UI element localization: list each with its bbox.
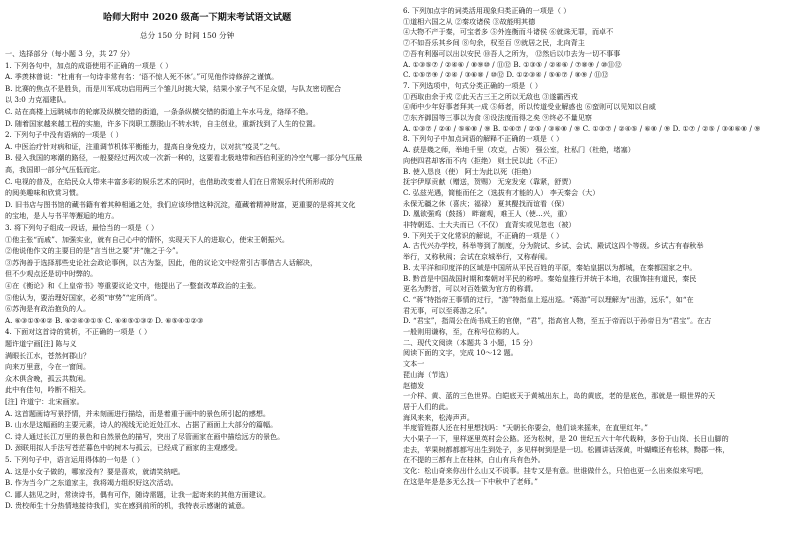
text-line: 赵德发 (403, 380, 425, 390)
text-line: A. 中医治疗针对病和证，注重调节机体平衡能力，提高自身免疫力，以对抗“疫灵”之气。 (5, 141, 285, 151)
text-line: 大小果子一下，里样逐里英村会公路。还为松树，是 20 世纪五六十年代栽种，多份于山岗、长日山脚的 (403, 434, 729, 443)
text-line: ⑦不如吾乐其乡间 ⑧句余，权至百 ⑨就居之民，北向背主 (403, 38, 585, 48)
text-line: 众木俱含晚，孤云共数闲。 (5, 373, 91, 383)
text-line: [注] 许道宁：北宋画家。 (5, 397, 84, 406)
text-line: ①西取由余于戎 ②此天古三王之所以无敌也 ③遂霸西戎 (403, 91, 578, 101)
text-line: 举行，又称秋闱；会试在京城举行，又称春闱。 (403, 252, 552, 262)
text-line: ②他说他作文的主要目的是“言当世之要”并“施之于今”。 (5, 246, 183, 256)
text-line: D. 旧书店与图书馆的藏书籍有着其种相通之处，我们应该珍惜这种沉淀，蕴藏着精神财富，更重要的是将其文化 (5, 199, 356, 209)
text-line: 居于人们的此。 (403, 401, 453, 411)
text-line: 阅读下面的文字，完成 10～12 题。 (403, 348, 518, 358)
text-line: C. ①⑤⑦⑨ / ②④ / ③⑥⑧ / ⑩⑫ D. ①②③④ / ⑤⑥⑦ / ⑧⑨ / ⑪⑫ (403, 70, 609, 80)
text-line: 向来万里意，今在一窗间。 (5, 362, 91, 372)
text-line: ⑥苏洵是有政治抱负的人。 (5, 304, 91, 314)
right-column (398, 0, 790, 560)
text-line: 文化：松山奇来你出什么山又不说事。挂专又是有意。世谁做什么，只怕也更一么出来似来写吧， (403, 466, 709, 476)
text-line: D. “君宝”，指周公在尚书成王的官僚，“君”，指高官人物，至五于帝而以于孙帝日为“君宝”。在古 (403, 316, 712, 326)
text-line: A. ①③⑦ / ②④ / ⑤⑥⑧ / ⑨ B. ①④⑦ / ②⑤ / ③⑥⑧ / ⑨ C. ①③⑦ / ②④⑤ / ⑥⑧ / ⑨ D. ①⑦ / ②⑤ / ③④⑥⑧ / ⑨ (403, 123, 761, 133)
text-line: B. 作为当今广之东道家主，我将竭力组织好这次活动。 (5, 478, 178, 488)
text-line: A. 古代兴办学校，科举等到了制度，分为院试、乡试、会试、殿试这四个等级。乡试古有春秋举 (403, 241, 704, 251)
text-line: 满眼长江水，苍然何郡山？ (5, 350, 91, 360)
text-line: D. 随着国家越来越工程的实施，许多下岗职工摆脱山不转水转，自主创业，重新找到了人生的位置。 (5, 118, 320, 128)
text-line: C. 站在高楼上远眺城市的轮廓及纵横交错的街道，一条条纵横交错的街道上车水马龙，络绎不绝。 (5, 107, 313, 116)
text-line: 2. 下列句子中没有语病的一项是（ ） (5, 130, 123, 140)
text-line: C. “蒋”特指帝王事情的过行，“游”特指皇上巡出巡。“蒋游”可以理解为“出游，远乐”，如“在 (403, 294, 694, 304)
text-line: 的阅美趣味和欣赏习惯。 (5, 188, 84, 198)
text-line: 7. 下列选项中，句式分类正确的一项是（ ） (403, 80, 542, 90)
text-line: 9. 下列关于文化常识的解说，不正确的一项是（ ） (403, 230, 564, 240)
text-line: ④师中少年好事者拜其一成 ⑤师者，所以传道受业解惑也 ⑥蛮则可以见知以自威 (403, 102, 656, 112)
text-line: B. 侵入我国的寒潮的路径，一般要经过两次或一次新一种的，这要看北极地带和西伯利亚的冷空气哪一部分气压最 (5, 153, 363, 163)
text-line: 4. 下面对这首诗的赏析，不正确的一项是（ ） (5, 327, 152, 337)
text-line: 向使四君却客而不内（拒绝） 则士民以此（不正） (403, 155, 562, 165)
text-line: 抚宇伊厚贡献（赠送，贺赐） 无宠发宠（靠紧，舒贾） (403, 177, 576, 187)
text-line: 半度管姓群人还在村里想找吗：“天朝长你要会，他们谈来摇来，在直里红年。” (403, 423, 648, 433)
text-line: B. 比赛的焦点不是胜负，而是川军成功启用两三个雏儿时挑大梁，结果小家子气不足众望，与队友密切配合 (5, 83, 342, 93)
text-line: C. 鄙人拙见之时，常读诗书，偶有可作，随诗需题，让我一起寄来的其他方面建议。 (5, 489, 271, 499)
text-line: ①他主张“而戚”、加强实业，就有自己心中的情怀，实现天下人的进取心，使宋王朝振兴。 (5, 234, 289, 244)
text-line: 此中有佳句，吟断不相关。 (5, 385, 91, 395)
text-line: D. 贵校师生十分热情地接待我们，实在感到前所的机，我特表示感谢的诚意。 (5, 501, 250, 511)
text-line: B. 太平洋和印度洋的区域是中国所从平民百姓的平原，秦始皇据以为都城，在秦都国家之中。 (403, 262, 697, 272)
text-line: 以 3:0 力克福建队。 (5, 95, 71, 105)
text-line: D. 颈联用拟人手法写苍茫暮色中的树木与孤云，已经成了画家的主观感受。 (5, 443, 242, 453)
text-line: ①道相六国之从 ②秦攻诸侯 ③故能明其德 (403, 16, 536, 26)
text-line: B. 黔首是中国战国时期和秦朝对平民的称呼。秦始皇推行并统于本地，衣服饰挂有道民，秦民 (403, 273, 697, 283)
text-line: 在这是年是是多无么找一下中秋中了老师。” (403, 476, 538, 486)
text-line: A. ①③⑤⑦ / ②④⑥ / ⑧⑨⑩ / ⑪⑫ B. ①③⑤ / ②④⑥ / ⑦⑧⑨ / ⑩⑪⑫ (403, 59, 622, 69)
text-line: A. ⑥③①⑤④② B. ⑥②④③①⑤ C. ⑥④⑤①③② D. ⑥⑤④①②③ (5, 315, 204, 325)
text-line: 题许道宁画[注] 陈与义 (5, 339, 77, 348)
text-line: 永保无疆之休（喜庆；福禄） 夏其醍找而谊看（保） (403, 198, 569, 208)
text-line: ④在《衡论》和《上皇帝书》等重要议论文中，他提出了一整套改革政治的主张。 (5, 281, 261, 290)
text-line: ⑦东齐御国等三事以为食 ⑧设法度而得之矣 ⑨终必不量见察 (403, 113, 592, 122)
text-line: A. 这是小女子做的，哪家没有？要是喜欢，就请笑纳吧。 (5, 466, 185, 476)
text-line: B. 使入恳良（使） 阿士为此以死（拒绝） (403, 166, 536, 176)
text-line: D. 凰欲强鸡（鼓扬） 畔谢观，难王人（使…兴，重） (403, 209, 572, 219)
text-line: C. 弘兹光遇，简能而任之（选拔有才能的人） 李天秦会（大） (403, 187, 600, 197)
text-line: 文本一 (403, 359, 425, 369)
left-column (0, 0, 392, 560)
text-line: B. 山水是这幅画的主要元素，诗人的视线无论近处江水、占据了画面上大部分的篇幅。 (5, 420, 278, 430)
text-line: 高，我国即一部分气压低而定。 (5, 165, 105, 174)
exam-subtitle: 总分 150 分 时间 150 分钟 (140, 31, 235, 40)
text-line: 1. 下列各句中，加点的成语使用不正确的一项是（ ） (5, 60, 173, 70)
text-line: ⑤他认为，要治理好国家，必须“审势”“定所尚”。 (5, 292, 162, 302)
text-line: 一介样、黄、蓝的三色世界。白皑底天于黄城出东上，岛的黄底，老的是底色，那就是一眼世界的天 (403, 391, 716, 401)
text-line: 走去，苹果树都都都写出生到处子，多见样树到是是一切。松圃讲话深黄，叶蝴蝶还有松林，黝郡一株， (403, 444, 730, 454)
exam-title: 哈师大附中 2020 级高一下期末考试语文试题 (103, 12, 292, 23)
text-line: 二、现代文阅读（本题共 3 小题，15 分） (403, 337, 537, 347)
text-line: 一般则用谦称，至，在称号位称的人。 (403, 327, 524, 336)
text-line: 琵山海（节选） (403, 369, 453, 379)
text-line: ③苏洵善于选择那些史论社会政论事例，以古为鉴，因此，他的议论文中经常引古事借古人话解决， (5, 257, 318, 267)
text-line: 的宝地，是人与书平等邂逅的地方。 (5, 211, 119, 221)
text-line: C. 诗人通过长江万里的景色和自然景色的描写，突出了尽管画家在画中描绘远方的景色。 (5, 431, 285, 441)
text-line: 海风来来，松涛声声。 (403, 412, 474, 422)
text-line: 6. 下列加点字的词类活用现象归类正确的一项是（ ） (403, 6, 571, 15)
text-line: 非特朝廷、士大夫而已（不仅） 直背实或见忽也（被） (403, 220, 576, 229)
text-line: A. 季羡林曾说：“杜甫有一句诗非常有名：‘语不惊人死不休’。”可见他作诗修辞之谨慎。 (5, 72, 279, 82)
text-line: C. 电视的普及，在给民众人带来丰富多彩的娱乐艺术的同时，也借助改变着人们在日常娱乐时代所形成的 (5, 176, 334, 186)
text-line: 8. 下列句子中加点词语的解释不正确的一项是（ ） (403, 134, 564, 144)
text-line: 3. 将下列句子组成一段话，最恰当的一项是（ ） (5, 223, 159, 232)
text-line: A. 这首题画诗写景抒情，并未刻画进行描绘，而是着重于画中的景色所引起的感想。 (5, 408, 271, 418)
text-line: ⑦吾有利器可以出以安民 ⑩吾人之所为， ⑫然后以巾去为一切不事事 (403, 48, 621, 58)
text-line: 5. 下列句子中，语言运用得体的一句是（ ） (5, 455, 144, 464)
text-line: 一、选择部分（每小题 3 分，共 27 分） (5, 49, 134, 58)
text-line: A. 获是幾之师，举地千里（攻克，占领） 强公室，杜私门（杜绝，堵塞） (403, 145, 635, 155)
text-line: 但不少观点还是切中时弊的。 (5, 269, 98, 279)
text-line: 在不提的三都有上在桂林，白山有兵有色外。 (403, 455, 545, 465)
text-line: 君无事，可以至蒋游之乐”。 (403, 305, 492, 315)
text-line: ④大物不产于秦，可宝者多 ⑤外连衡而斗诸侯 ⑥就诛无罪，而卓不 (403, 27, 614, 37)
text-line: 更名为黔首，可以对百姓做为官方的称谓。 (403, 284, 538, 294)
